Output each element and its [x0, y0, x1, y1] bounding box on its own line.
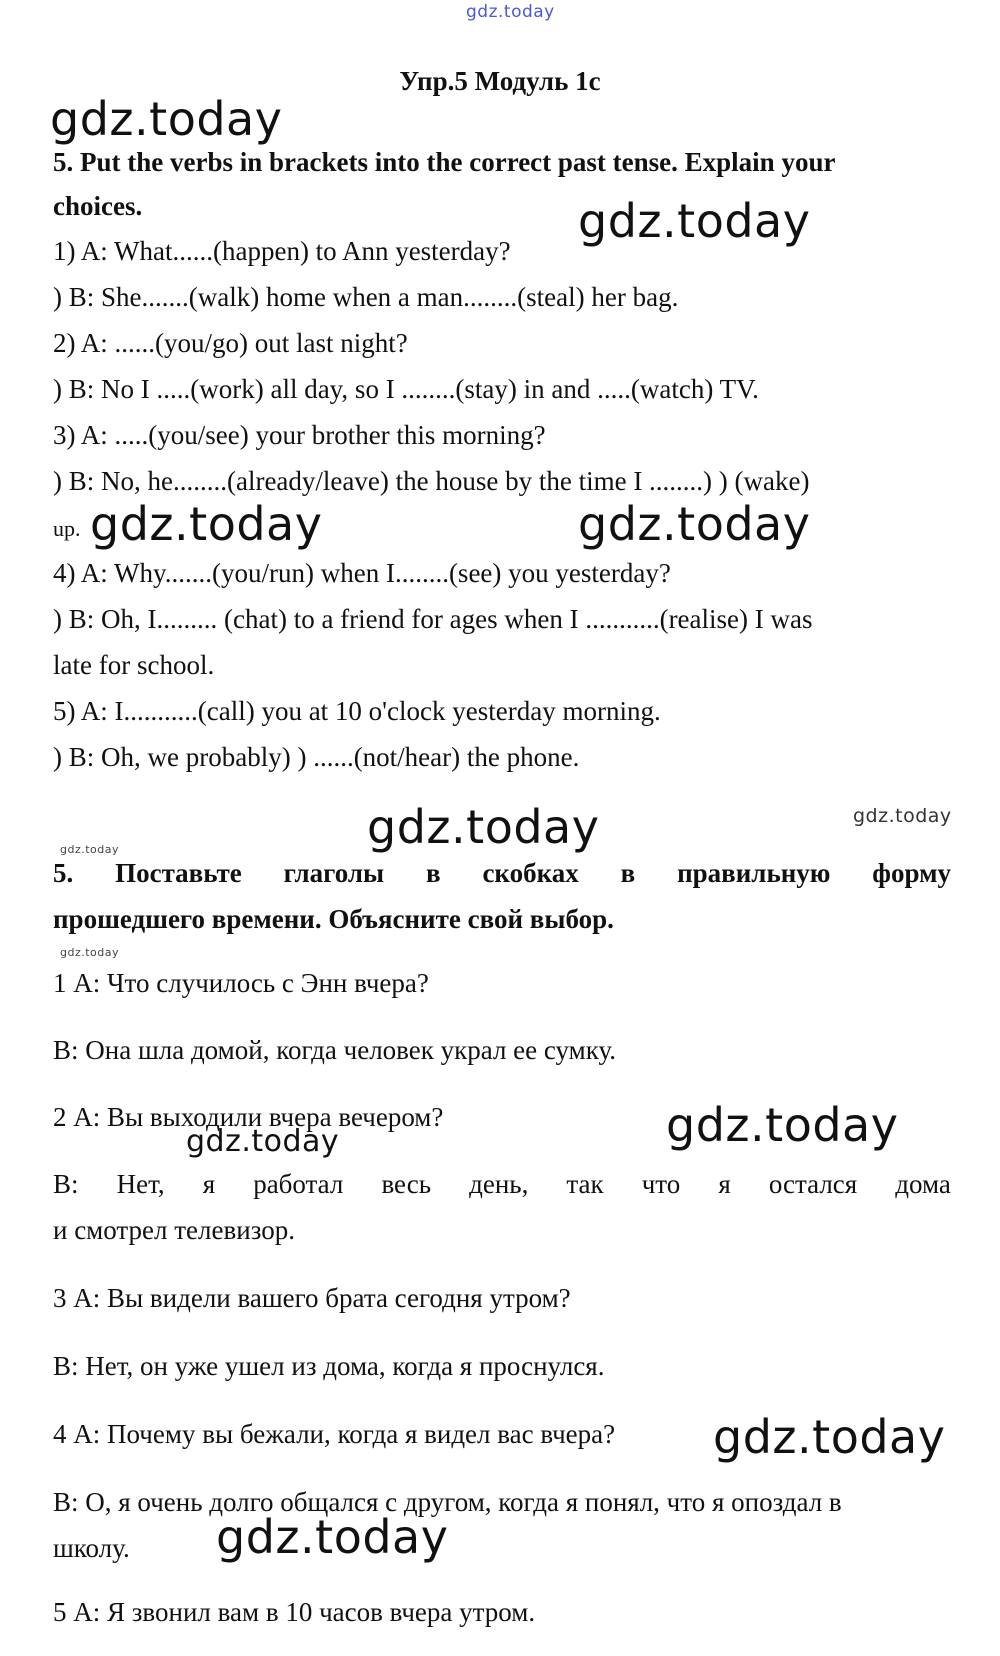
heading-word: 5.: [53, 858, 74, 888]
watermark-1: gdz.today: [50, 92, 283, 146]
watermark-12: gdz.today: [216, 1510, 449, 1564]
word: дома: [895, 1169, 951, 1199]
word: В:: [53, 1169, 79, 1199]
russian-line: и смотрел телевизор.: [53, 1215, 295, 1245]
english-heading-line2: choices.: [53, 191, 143, 221]
word: так: [566, 1169, 604, 1199]
heading-word: форму: [872, 858, 951, 888]
word: Нет,: [116, 1169, 165, 1199]
watermark-top: gdz.today: [466, 2, 555, 22]
english-line: ) B: Oh, we probably) ) ......(not/hear) the phone.: [53, 742, 580, 772]
russian-line: 1 А: Что случилось с Энн вчера?: [53, 968, 429, 998]
heading-word: правильную: [677, 858, 831, 888]
russian-line-justified: [53, 1168, 951, 1200]
russian-line: 2 А: Вы выходили вчера вечером?: [53, 1102, 444, 1132]
word: что: [641, 1169, 681, 1199]
word: весь: [381, 1169, 432, 1199]
watermark-10: gdz.today: [666, 1098, 899, 1152]
watermark-8: gdz.today: [60, 946, 120, 959]
russian-line: 5 А: Я звонил вам в 10 часов вчера утром.: [53, 1597, 536, 1627]
word: работал: [253, 1169, 344, 1199]
heading-word: в: [620, 858, 636, 888]
watermark-9: gdz.today: [186, 1124, 340, 1159]
watermark-4: gdz.today: [578, 497, 811, 551]
english-line: 3) A: .....(you/see) your brother this morning?: [53, 420, 546, 450]
word: я: [202, 1169, 216, 1199]
page-title: Упр.5 Модуль 1с: [399, 66, 601, 96]
english-line: 1) A: What......(happen) to Ann yesterday?: [53, 236, 511, 266]
english-line: ) B: No, he........(already/leave) the house by the time I ........) ) (wake): [53, 466, 810, 496]
russian-line: В: О, я очень долго общался с другом, когда я понял, что я опоздал в: [53, 1487, 842, 1517]
watermark-2: gdz.today: [578, 194, 811, 248]
english-heading-line1: 5. Put the verbs in brackets into the correct past tense. Explain your: [53, 147, 836, 177]
english-line: ) B: Oh, I......... (chat) to a friend for ages when I ...........(realise) I was: [53, 604, 813, 634]
russian-line: В: Нет, он уже ушел из дома, когда я проснулся.: [53, 1351, 605, 1381]
english-line: ) B: She.......(walk) home when a man........(steal) her bag.: [53, 282, 679, 312]
russian-line: 3 А: Вы видели вашего брата сегодня утром?: [53, 1283, 571, 1313]
watermark-11: gdz.today: [713, 1410, 946, 1464]
english-line: late for school.: [53, 650, 215, 680]
russian-line: школу.: [53, 1533, 130, 1563]
heading-word: Поставьте: [115, 858, 242, 888]
word: остался: [768, 1169, 858, 1199]
english-line: 5) A: I...........(call) you at 10 o'clock yesterday morning.: [53, 696, 661, 726]
watermark-5: gdz.today: [367, 800, 600, 854]
watermark-3: gdz.today: [90, 497, 323, 551]
english-line: 2) A: ......(you/go) out last night?: [53, 328, 408, 358]
watermark-7: gdz.today: [60, 843, 120, 856]
heading-word: глаголы: [283, 858, 385, 888]
english-line: 4) A: Why.......(you/run) when I........(see) you yesterday?: [53, 558, 671, 588]
russian-heading-line2: прошедшего времени. Объясните свой выбор.: [53, 904, 614, 934]
russian-line: В: Она шла домой, когда человек украл ее сумку.: [53, 1035, 617, 1065]
english-line: up.: [53, 516, 81, 541]
heading-word: скобках: [482, 858, 579, 888]
russian-line: 4 А: Почему вы бежали, когда я видел вас вчера?: [53, 1419, 616, 1449]
word: я: [718, 1169, 731, 1199]
english-line: ) B: No I .....(work) all day, so I ........(stay) in and .....(watch) TV.: [53, 374, 759, 404]
heading-word: в: [425, 858, 441, 888]
russian-heading-line1: [53, 857, 951, 889]
watermark-6: gdz.today: [853, 805, 952, 827]
word: день,: [469, 1169, 529, 1199]
